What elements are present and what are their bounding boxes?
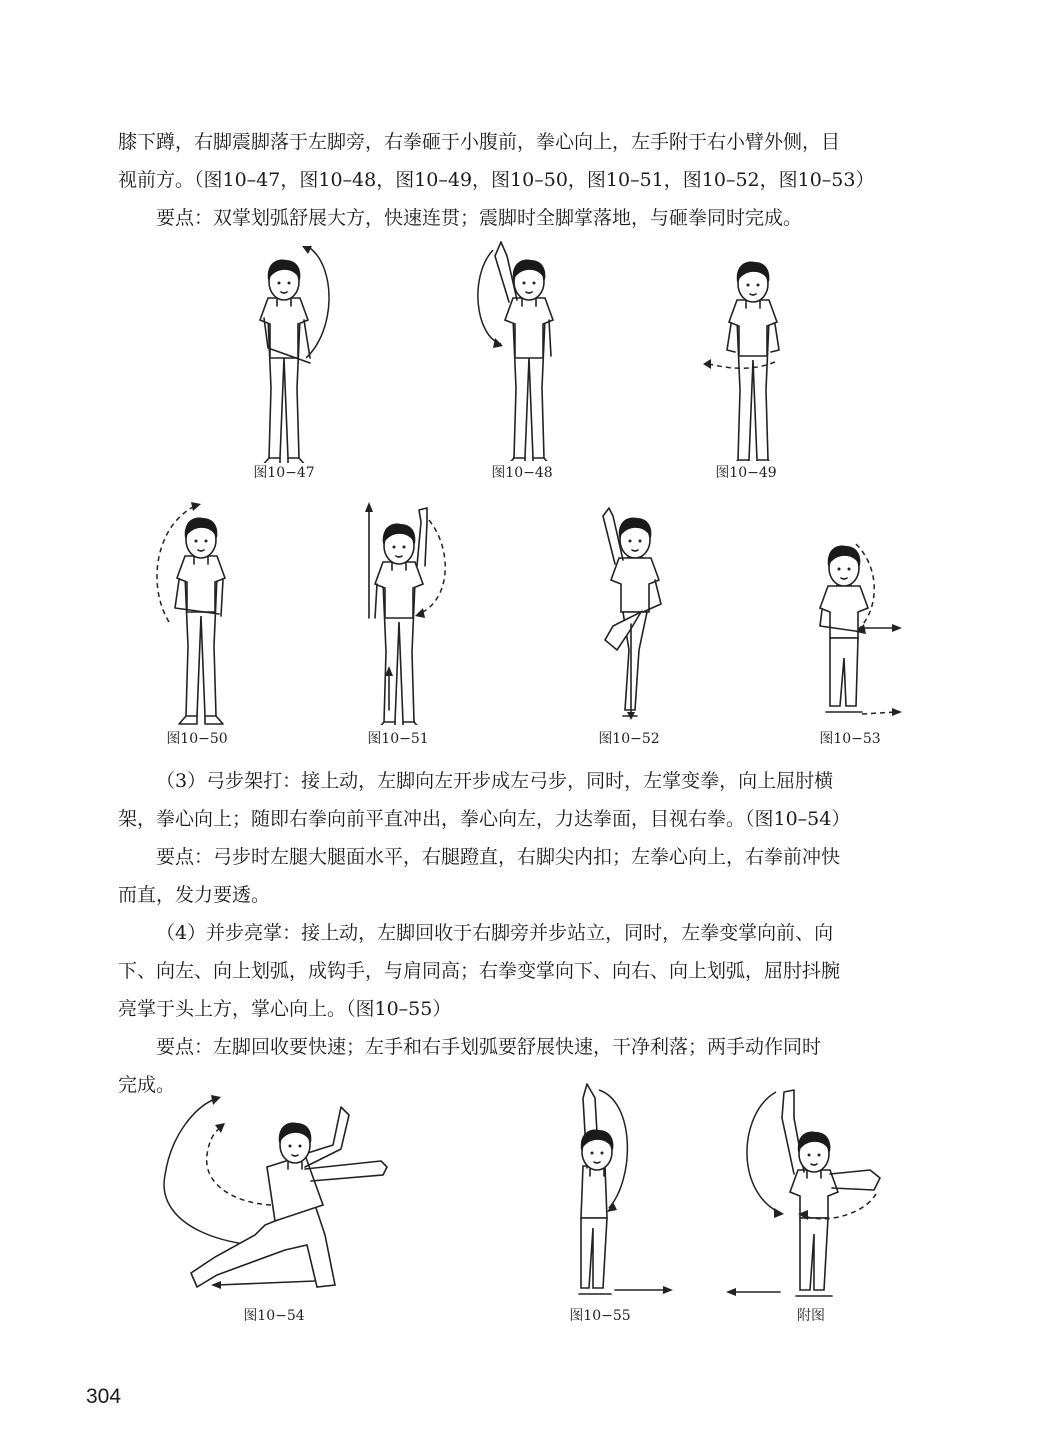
boy-illustration-51 bbox=[355, 500, 465, 725]
caption-fig-10-47: 图10−47 bbox=[253, 465, 315, 481]
paragraph-5-line-2: 下、向左、向上划弧，成钩手，与肩同高；右拳变掌向下、向右、向上划弧，屈肘抖腕 bbox=[118, 960, 841, 982]
figure-10-47 bbox=[240, 238, 350, 467]
paragraph-6-line-1: 要点：左脚回收要快速；左手和右手划弧要舒展快速，干净利落；两手动作同时 bbox=[156, 1036, 822, 1058]
caption-fig-10-55: 图10−55 bbox=[569, 1308, 631, 1324]
caption-fig-10-51: 图10−51 bbox=[367, 731, 429, 747]
boy-illustration-47 bbox=[240, 238, 350, 463]
figure-10-53 bbox=[800, 528, 910, 727]
paragraph-5-line-1: （4）并步亮掌：接上动，左脚回收于右脚旁并步站立，同时，左拳变掌向前、向 bbox=[156, 922, 834, 944]
figure-appendix bbox=[720, 1078, 890, 1307]
boy-illustration-49 bbox=[695, 246, 805, 461]
figure-10-52 bbox=[583, 500, 693, 729]
caption-appendix: 附图 bbox=[797, 1308, 825, 1324]
paragraph-4-line-2: 而直，发力要透。 bbox=[118, 884, 271, 906]
page-number: 304 bbox=[86, 1385, 122, 1408]
paragraph-1-line-1: 膝下蹲，右脚震脚落于左脚旁，右拳砸于小腹前，拳心向上，左手附于右小臂外侧，目 bbox=[118, 131, 841, 153]
caption-fig-10-54: 图10−54 bbox=[243, 1308, 305, 1324]
paragraph-4-line-1: 要点：弓步时左腿大腿面水平，右腿蹬直，右脚尖内扣；左拳心向上，右拳前冲快 bbox=[156, 846, 841, 868]
figure-10-48 bbox=[465, 236, 585, 465]
paragraph-4-cont bbox=[118, 876, 938, 914]
figure-10-55 bbox=[555, 1078, 680, 1307]
paragraph-3-line-2: 架，拳心向上；随即右拳向前平直冲出，拳心向左，力达拳面，目视右拳。（图10–54） bbox=[118, 808, 851, 830]
figure-10-50 bbox=[145, 496, 255, 730]
figure-10-51 bbox=[355, 500, 465, 729]
paragraph-5-cont bbox=[118, 952, 938, 1028]
caption-fig-10-48: 图10−48 bbox=[491, 465, 553, 481]
paragraph-3 bbox=[118, 762, 938, 800]
paragraph-4 bbox=[118, 838, 938, 876]
paragraph-5 bbox=[118, 914, 938, 952]
boy-illustration-48 bbox=[465, 236, 585, 461]
boy-illustration-53 bbox=[800, 528, 910, 723]
paragraph-1-line-2: 视前方。（图10–47，图10–48，图10–49，图10–50，图10–51，图10–52，图10–53） bbox=[118, 169, 875, 191]
boy-illustration-52 bbox=[583, 500, 693, 725]
figure-10-54 bbox=[155, 1085, 400, 1304]
caption-fig-10-53: 图10−53 bbox=[819, 731, 881, 747]
paragraph-5-line-3: 亮掌于头上方，掌心向上。（图10–55） bbox=[118, 998, 452, 1020]
figure-10-49 bbox=[695, 246, 805, 465]
paragraph-6 bbox=[118, 1028, 938, 1066]
paragraph-6-line-2: 完成。 bbox=[118, 1074, 176, 1096]
boy-illustration-50 bbox=[145, 496, 255, 726]
paragraph-3-cont bbox=[118, 800, 938, 838]
caption-fig-10-50: 图10−50 bbox=[166, 731, 228, 747]
paragraph-1 bbox=[118, 123, 938, 199]
caption-fig-10-49: 图10−49 bbox=[715, 465, 777, 481]
paragraph-3-line-1: （3）弓步架打：接上动，左脚向左开步成左弓步，同时，左掌变拳，向上屈肘横 bbox=[156, 770, 834, 792]
boy-illustration-54 bbox=[155, 1085, 400, 1300]
paragraph-2: 要点：双掌划弧舒展大方，快速连贯；震脚时全脚掌落地，与砸拳同时完成。 bbox=[156, 207, 803, 229]
caption-fig-10-52: 图10−52 bbox=[598, 731, 660, 747]
boy-illustration-55 bbox=[555, 1078, 680, 1303]
boy-illustration-appendix bbox=[720, 1078, 890, 1303]
